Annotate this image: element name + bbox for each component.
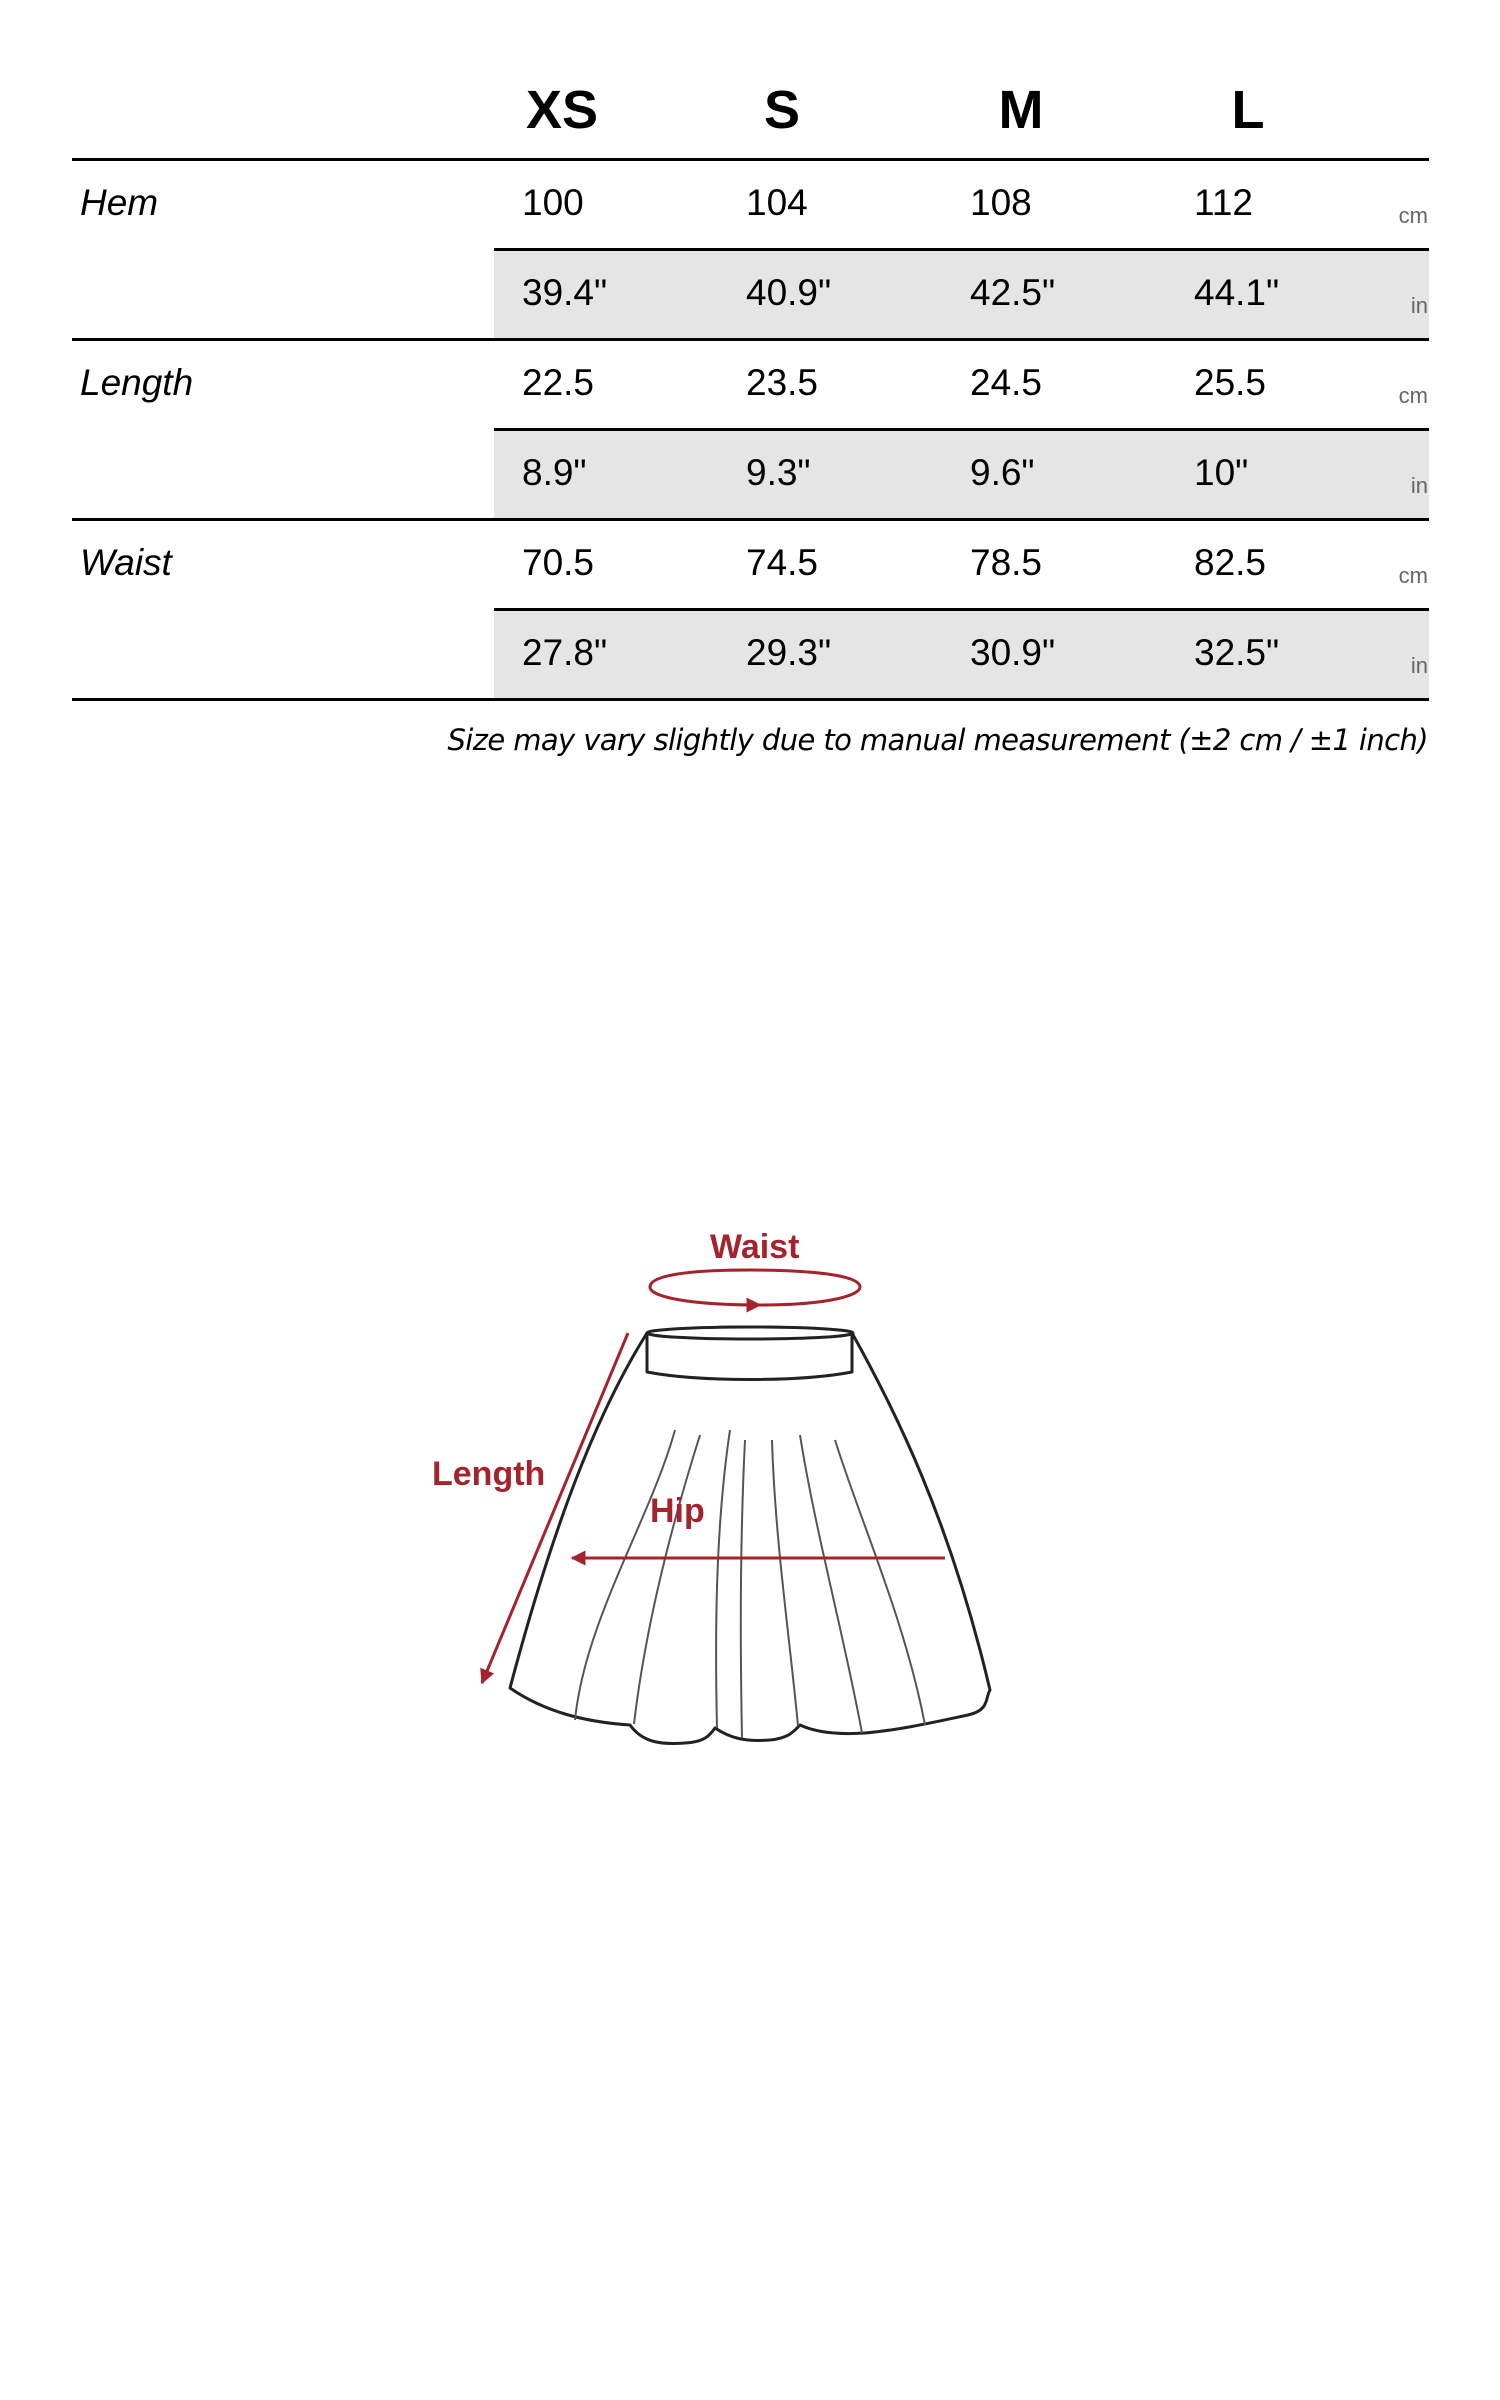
length-in-m: 9.6" [970, 452, 1035, 493]
hem-in-xs: 39.4" [522, 272, 608, 313]
hem-cm-s: 104 [746, 182, 808, 223]
hem-cm-l: 112 [1194, 182, 1253, 223]
waist-cm-l: 82.5 [1194, 542, 1267, 583]
waistband-top-edge [647, 1327, 853, 1339]
hem-unit-in: in [1410, 293, 1428, 318]
hem-cm-xs: 100 [522, 182, 584, 223]
waist-diagram-label: Waist [710, 1228, 800, 1266]
waist-measure-arrow [650, 1270, 860, 1305]
size-header-m: M [998, 80, 1044, 140]
waist-unit-in: in [1410, 653, 1428, 678]
hem-cm-m: 108 [970, 182, 1032, 223]
waist-in-m: 30.9" [970, 632, 1056, 673]
hip-diagram-label: Hip [650, 1492, 705, 1530]
waist-cm-s: 74.5 [746, 542, 819, 583]
measurement-note: Size may vary slightly due to manual measurement (±2 cm / ±1 inch) [447, 723, 1428, 757]
hem-in-s: 40.9" [746, 272, 832, 313]
waist-unit-cm: cm [1398, 563, 1428, 588]
waist-cm-xs: 70.5 [522, 542, 595, 583]
length-cm-xs: 22.5 [522, 362, 595, 403]
length-cm-s: 23.5 [746, 362, 819, 403]
row-label-waist: Waist [80, 542, 172, 583]
length-unit-in: in [1410, 473, 1428, 498]
hem-unit-cm: cm [1398, 203, 1428, 228]
waist-in-s: 29.3" [746, 632, 832, 673]
length-in-xs: 8.9" [522, 452, 587, 493]
hem-in-l: 44.1" [1194, 272, 1280, 313]
length-in-s: 9.3" [746, 452, 811, 493]
size-header-xs: XS [525, 80, 599, 140]
hem-in-m: 42.5" [970, 272, 1056, 313]
length-cm-m: 24.5 [970, 362, 1043, 403]
size-header-s: S [763, 80, 801, 140]
length-unit-cm: cm [1398, 383, 1428, 408]
size-header-l: L [1231, 80, 1265, 140]
length-diagram-label: Length [432, 1455, 546, 1493]
waist-in-l: 32.5" [1194, 632, 1280, 673]
row-label-hem: Hem [80, 182, 159, 223]
waist-cm-m: 78.5 [970, 542, 1043, 583]
length-cm-l: 25.5 [1194, 362, 1267, 403]
row-label-length: Length [80, 362, 194, 403]
waist-in-xs: 27.8" [522, 632, 608, 673]
length-in-l: 10" [1194, 452, 1249, 493]
